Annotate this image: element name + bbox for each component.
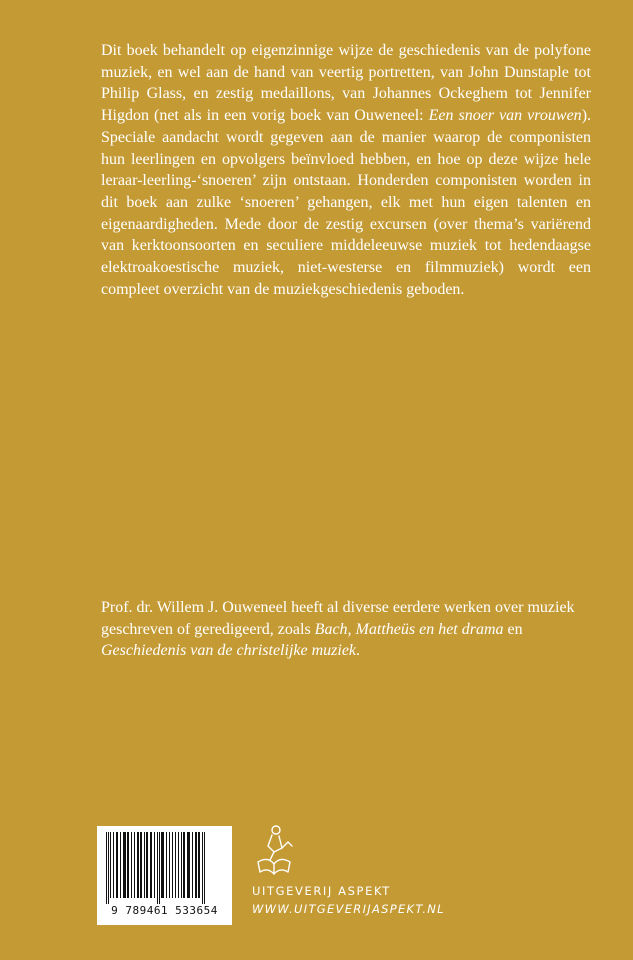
author-book-title-2: Geschiedenis van de christelijke muziek xyxy=(101,642,357,660)
isbn-barcode xyxy=(97,826,232,925)
author-book-title-1: Bach, Mattheüs en het drama xyxy=(314,620,504,638)
blurb-text-2: ). Speciale aandacht wordt gegeven aan de manier waarop de componisten hun leerlingen en opvolgers beïnvloed hebben, en hoe op deze wijze hele leraar-leerling-‘snoeren’ zijn ontstaan. Honderden componisten worden in dit boek aan zulke ‘snoeren’ gehangen, elk met hun eigen talenten en eigenaardigheden. Mede door de zestig excursen (over thema’s variërend van kerktoonsoorten en seculiere middeleeuwse muziek tot hedendaagse elektroakoestische muziek, niet-westerse en filmmuziek) wordt een compleet overzicht van de muziekgeschiedenis geboden. xyxy=(101,107,592,298)
author-text-2: en xyxy=(503,620,523,638)
blurb-book-title: Een snoer van vrouwen xyxy=(428,107,582,125)
barcode-digits: 9 789461 533654 xyxy=(111,904,218,917)
publisher-website: WWW.UITGEVERIJASPEKT.NL xyxy=(252,902,445,916)
reading-figure-icon xyxy=(252,822,296,880)
author-text-3: . xyxy=(356,642,361,660)
author-bio xyxy=(101,597,601,662)
author-text-1: Prof. dr. Willem J. Ouweneel heeft al diverse eerdere werken over muziek geschreven of geredigeerd, zoals xyxy=(101,599,575,638)
barcode-bars xyxy=(104,832,225,904)
blurb-text-1: Dit boek behandelt op eigenzinnige wijze de geschiedenis van de polyfone muziek, en wel aan de hand van veertig portretten, van John Dunstaple tot Philip Glass, en zestig medaillons, van Johannes Ockeghem tot Jennifer Higdon (net als in een vorig boek van Ouweneel: xyxy=(101,42,591,125)
publisher-name: UITGEVERIJ ASPEKT xyxy=(252,884,391,898)
back-cover-blurb xyxy=(101,40,591,300)
